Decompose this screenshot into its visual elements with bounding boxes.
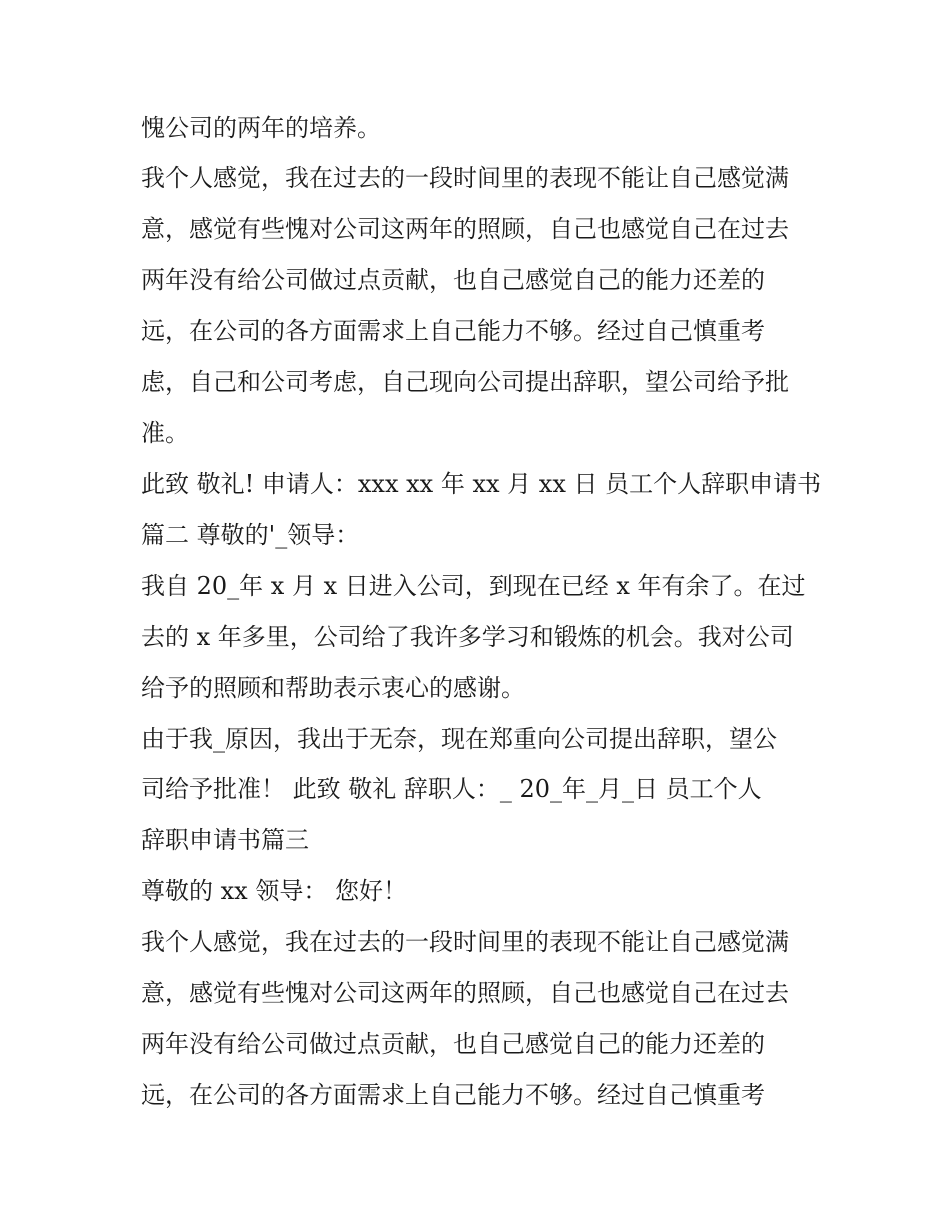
text-line: 由于我_原因，我出于无奈，现在郑重向公司提出辞职，望公 [141,725,777,753]
text-line: 给予的照顾和帮助表示衷心的感谢。 [141,674,525,702]
text-line: 意，感觉有些愧对公司这两年的照顾，自己也感觉自己在过去 [141,979,789,1007]
text-line: 意，感觉有些愧对公司这两年的照顾，自己也感觉自己在过去 [141,215,789,243]
text-line: 司给予批准！ 此致 敬礼 辞职人：_ 20_年_月_日 员工个人 [141,775,762,803]
text-line: 此致 敬礼! 申请人：xxx xx 年 xx 月 xx 日 员工个人辞职申请书 [141,470,822,498]
text-line: 我个人感觉，我在过去的一段时间里的表现不能让自己感觉满 [141,928,789,956]
text-line: 辞职申请书篇三 [141,826,309,854]
text-line: 准。 [141,419,189,447]
text-line: 去的 x 年多里，公司给了我许多学习和锻炼的机会。我对公司 [141,623,794,651]
text-line: 远，在公司的各方面需求上自己能力不够。经过自己慎重考 [141,1081,765,1109]
text-line: 愧公司的两年的培养。 [141,114,381,142]
text-line: 尊敬的 xx 领导： 您好！ [141,877,407,905]
text-line: 我个人感觉，我在过去的一段时间里的表现不能让自己感觉满 [141,164,789,192]
text-line: 远，在公司的各方面需求上自己能力不够。经过自己慎重考 [141,317,765,345]
text-line: 虑，自己和公司考虑，自己现向公司提出辞职，望公司给予批 [141,368,789,396]
text-line: 两年没有给公司做过点贡献，也自己感觉自己的能力还差的 [141,1030,765,1058]
text-line: 篇二 尊敬的'_领导： [141,521,360,549]
text-line: 我自 20_年 x 月 x 日进入公司，到现在已经 x 年有余了。在过 [141,572,806,600]
text-line: 两年没有给公司做过点贡献，也自己感觉自己的能力还差的 [141,266,765,294]
